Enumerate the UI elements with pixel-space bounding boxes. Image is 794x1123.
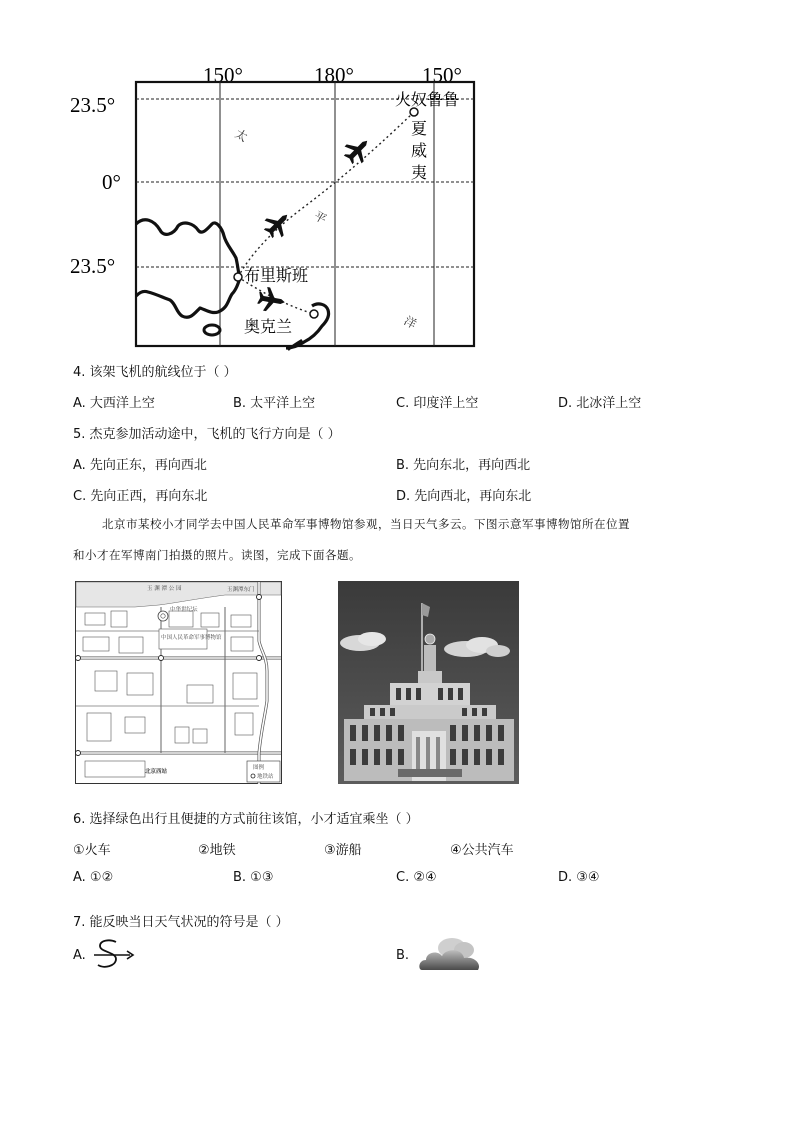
q7-stem: 7. 能反映当日天气状况的符号是（ ） (73, 915, 289, 930)
brisbane-label: 布里斯班 (244, 266, 309, 285)
sandstorm-symbol-icon[interactable] (92, 938, 136, 974)
auckland-point (310, 310, 318, 318)
subway-station-icon (159, 656, 164, 661)
q5-option-b[interactable]: B. 先向东北，再向西北 (396, 458, 531, 473)
subway-station-icon (76, 751, 81, 756)
lat-label-south: 23.5° (70, 254, 116, 278)
auckland-label: 奥克兰 (244, 317, 293, 336)
brisbane-point (234, 273, 242, 281)
flight-route-map (60, 58, 490, 353)
new-zealand-coast (286, 304, 329, 348)
q6-item-1: ①火车 (73, 843, 111, 858)
flight-route (238, 112, 414, 277)
altar-label: 中华世纪坛 (170, 607, 198, 613)
airplane-icon (260, 206, 296, 242)
ocean-char-yang: 洋 (401, 313, 419, 332)
lon-label-150e: 150° (422, 63, 462, 87)
q6-option-a[interactable]: A. ①② (73, 870, 114, 885)
lon-label-150w: 150° (203, 63, 243, 87)
q4-stem: 4. 该架飞机的航线位于（ ） (73, 365, 237, 380)
ocean-char-tai: 太 (232, 126, 250, 145)
legend-title: 图例 (253, 765, 265, 771)
q5-option-d[interactable]: D. 先向西北，再向东北 (396, 489, 532, 504)
lat-label-north: 23.5° (70, 93, 116, 117)
honolulu-point (410, 108, 418, 116)
museum-photo (338, 581, 519, 784)
q5-option-c[interactable]: C. 先向正西，再向东北 (73, 489, 208, 504)
museum-location-map (75, 581, 282, 784)
airplane-icon (256, 286, 287, 314)
q7-option-a[interactable]: A. (73, 948, 86, 963)
subway-station-icon (76, 656, 81, 661)
museum-label: 中国人民革命军事博物馆 (161, 635, 222, 641)
q4-option-a[interactable]: A. 大西洋上空 (73, 396, 155, 411)
park-label: 玉 渊 潭 公 园 (147, 586, 182, 592)
q6-option-d[interactable]: D. ③④ (558, 870, 600, 885)
q5-option-a[interactable]: A. 先向正东，再向西北 (73, 458, 207, 473)
intro-line-1: 北京市某校小才同学去中国人民革命军事博物馆参观，当日天气多云。下图示意军事博物馆所在位置 (102, 517, 630, 531)
east-gate-label: 玉渊潭东门 (227, 587, 255, 593)
station-label: 北京西站 (145, 769, 168, 775)
q4-option-b[interactable]: B. 太平洋上空 (233, 396, 316, 411)
honolulu-label: 火奴鲁鲁 (395, 90, 460, 109)
q6-item-3: ③游船 (324, 843, 362, 858)
legend-subway-icon (251, 774, 255, 778)
q6-item-2: ②地铁 (198, 843, 236, 858)
legend-item: 地铁站 (257, 774, 274, 780)
q6-stem: 6. 选择绿色出行且便捷的方式前往该馆，小才适宜乘坐（ ） (73, 812, 419, 827)
ocean-char-ping: 平 (311, 208, 329, 227)
q5-stem: 5. 杰克参加活动途中，飞机的飞行方向是（ ） (73, 427, 341, 442)
lon-label-180: 180° (314, 63, 354, 87)
q4-option-c[interactable]: C. 印度洋上空 (396, 396, 479, 411)
australia-coast (136, 220, 240, 318)
lat-label-equator: 0° (102, 170, 121, 194)
q4-option-d[interactable]: D. 北冰洋上空 (558, 396, 642, 411)
cloudy-symbol-icon[interactable] (416, 934, 484, 976)
intro-line-2: 和小才在军博南门拍摄的照片。读图，完成下面各题。 (73, 548, 361, 562)
hawaii-label: 夏威夷 (411, 119, 428, 182)
q6-item-4: ④公共汽车 (450, 843, 514, 858)
subway-station-icon (257, 595, 262, 600)
subway-station-icon (257, 656, 262, 661)
q7-option-b[interactable]: B. (396, 948, 410, 963)
q6-option-c[interactable]: C. ②④ (396, 870, 437, 885)
q6-option-b[interactable]: B. ①③ (233, 870, 274, 885)
